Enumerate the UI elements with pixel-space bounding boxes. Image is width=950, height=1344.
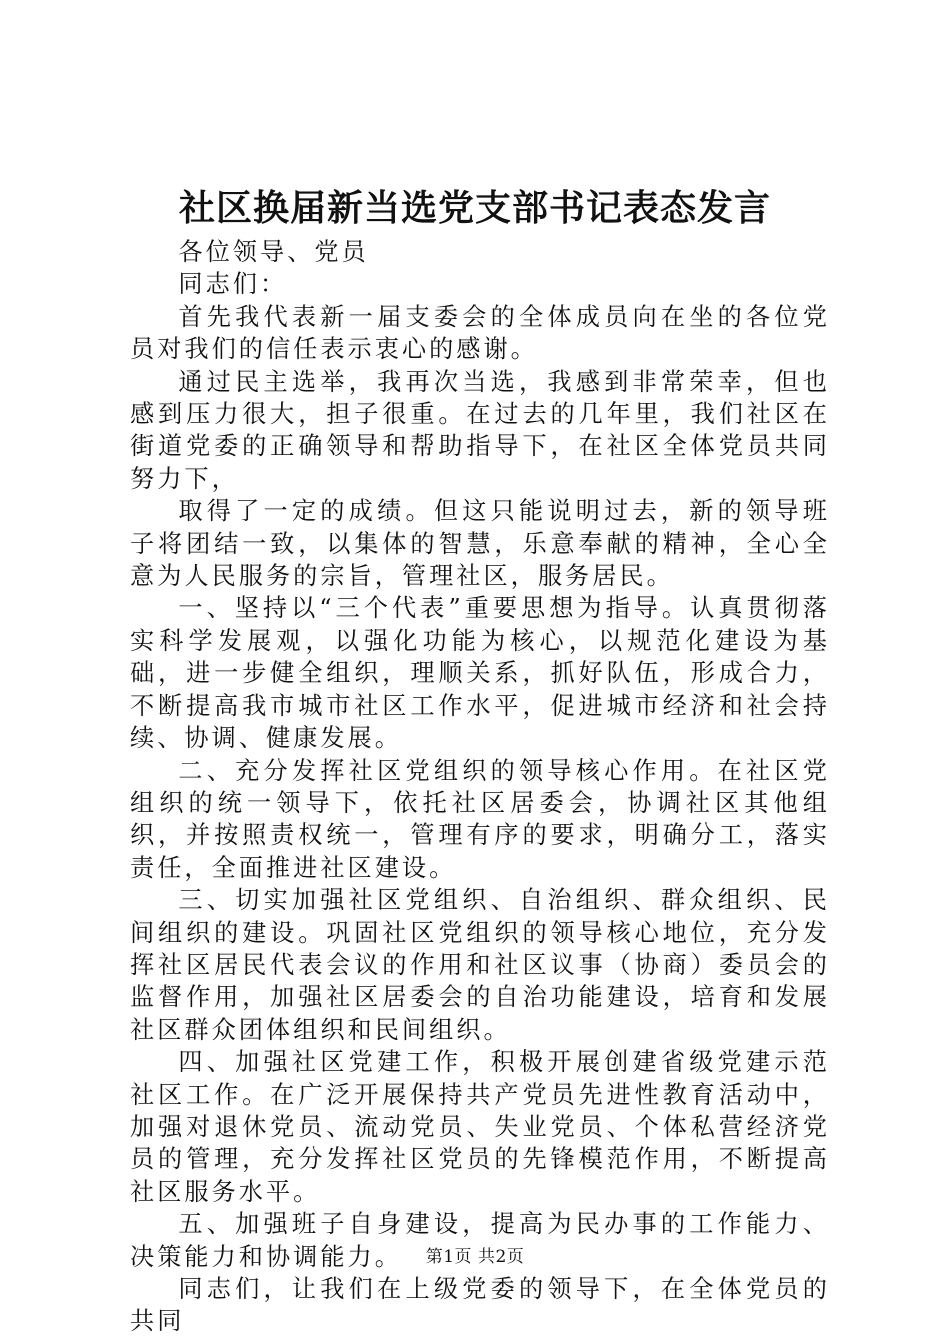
salutation-line: 各位领导、党员 [178,238,369,266]
salutation-line: 同志们： [178,270,288,299]
paragraph: 四、加强社区党建工作，积极开展创建省级党建示范社区工作。在广泛开展保持共产党员先进性教育活动中，加强对退休党员、流动党员、失业党员、个体私营经济党员的管理，充分发挥社区党员的先锋模范作用，不断提高社区服务水平。 [130,1048,830,1206]
document-title: 社区换届新当选党支部书记表态发言 [178,187,771,229]
paragraph: 一、坚持以“三个代表”重要思想为指导。认真贯彻落实科学发展观，以强化功能为核心，以规范化建设为基础，进一步健全组织，理顺关系，抓好队伍，形成合力，不断提高我市城市社区工作水平，促进城市经济和社会持续、协调、健康发展。 [130,594,830,753]
paragraph: 通过民主选举，我再次当选，我感到非常荣幸，但也感到压力很大，担子很重。在过去的几年里，我们社区在街道党委的正确领导和帮助指导下，在社区全体党员共同努力下， [130,367,830,493]
paragraph: 二、充分发挥社区党组织的领导核心作用。在社区党组织的统一领导下，依托社区居委会，协调社区其他组织，并按照责权统一，管理有序的要求，明确分工，落实责任，全面推进社区建设。 [130,756,830,882]
paragraph: 五、加强班子自身建设，提高为民办事的工作能力、决策能力和协调能力。 [130,1210,830,1271]
paragraph: 首先我代表新一届支委会的全体成员向在坐的各位党员对我们的信任表示衷心的感谢。 [130,302,830,364]
document-body [130,236,830,1338]
paragraph: 三、切实加强社区党组织、自治组织、群众组织、民间组织的建设。巩固社区党组织的领导核心地位，充分发挥社区居民代表会议的作用和社区议事（协商）委员会的监督作用，加强社区居委会的自治功能建设，培育和发展社区群众团体组织和民间组织。 [130,886,830,1044]
paragraph: 取得了一定的成绩。但这只能说明过去，新的领导班子将团结一致，以集体的智慧，乐意奉献的精神，全心全意为人民服务的宗旨，管理社区，服务居民。 [130,497,830,591]
paragraph: 同志们，让我们在上级党委的领导下，在全体党员的共同 [130,1275,830,1336]
page-number-footer: 第1页 共2页 [425,1247,525,1267]
